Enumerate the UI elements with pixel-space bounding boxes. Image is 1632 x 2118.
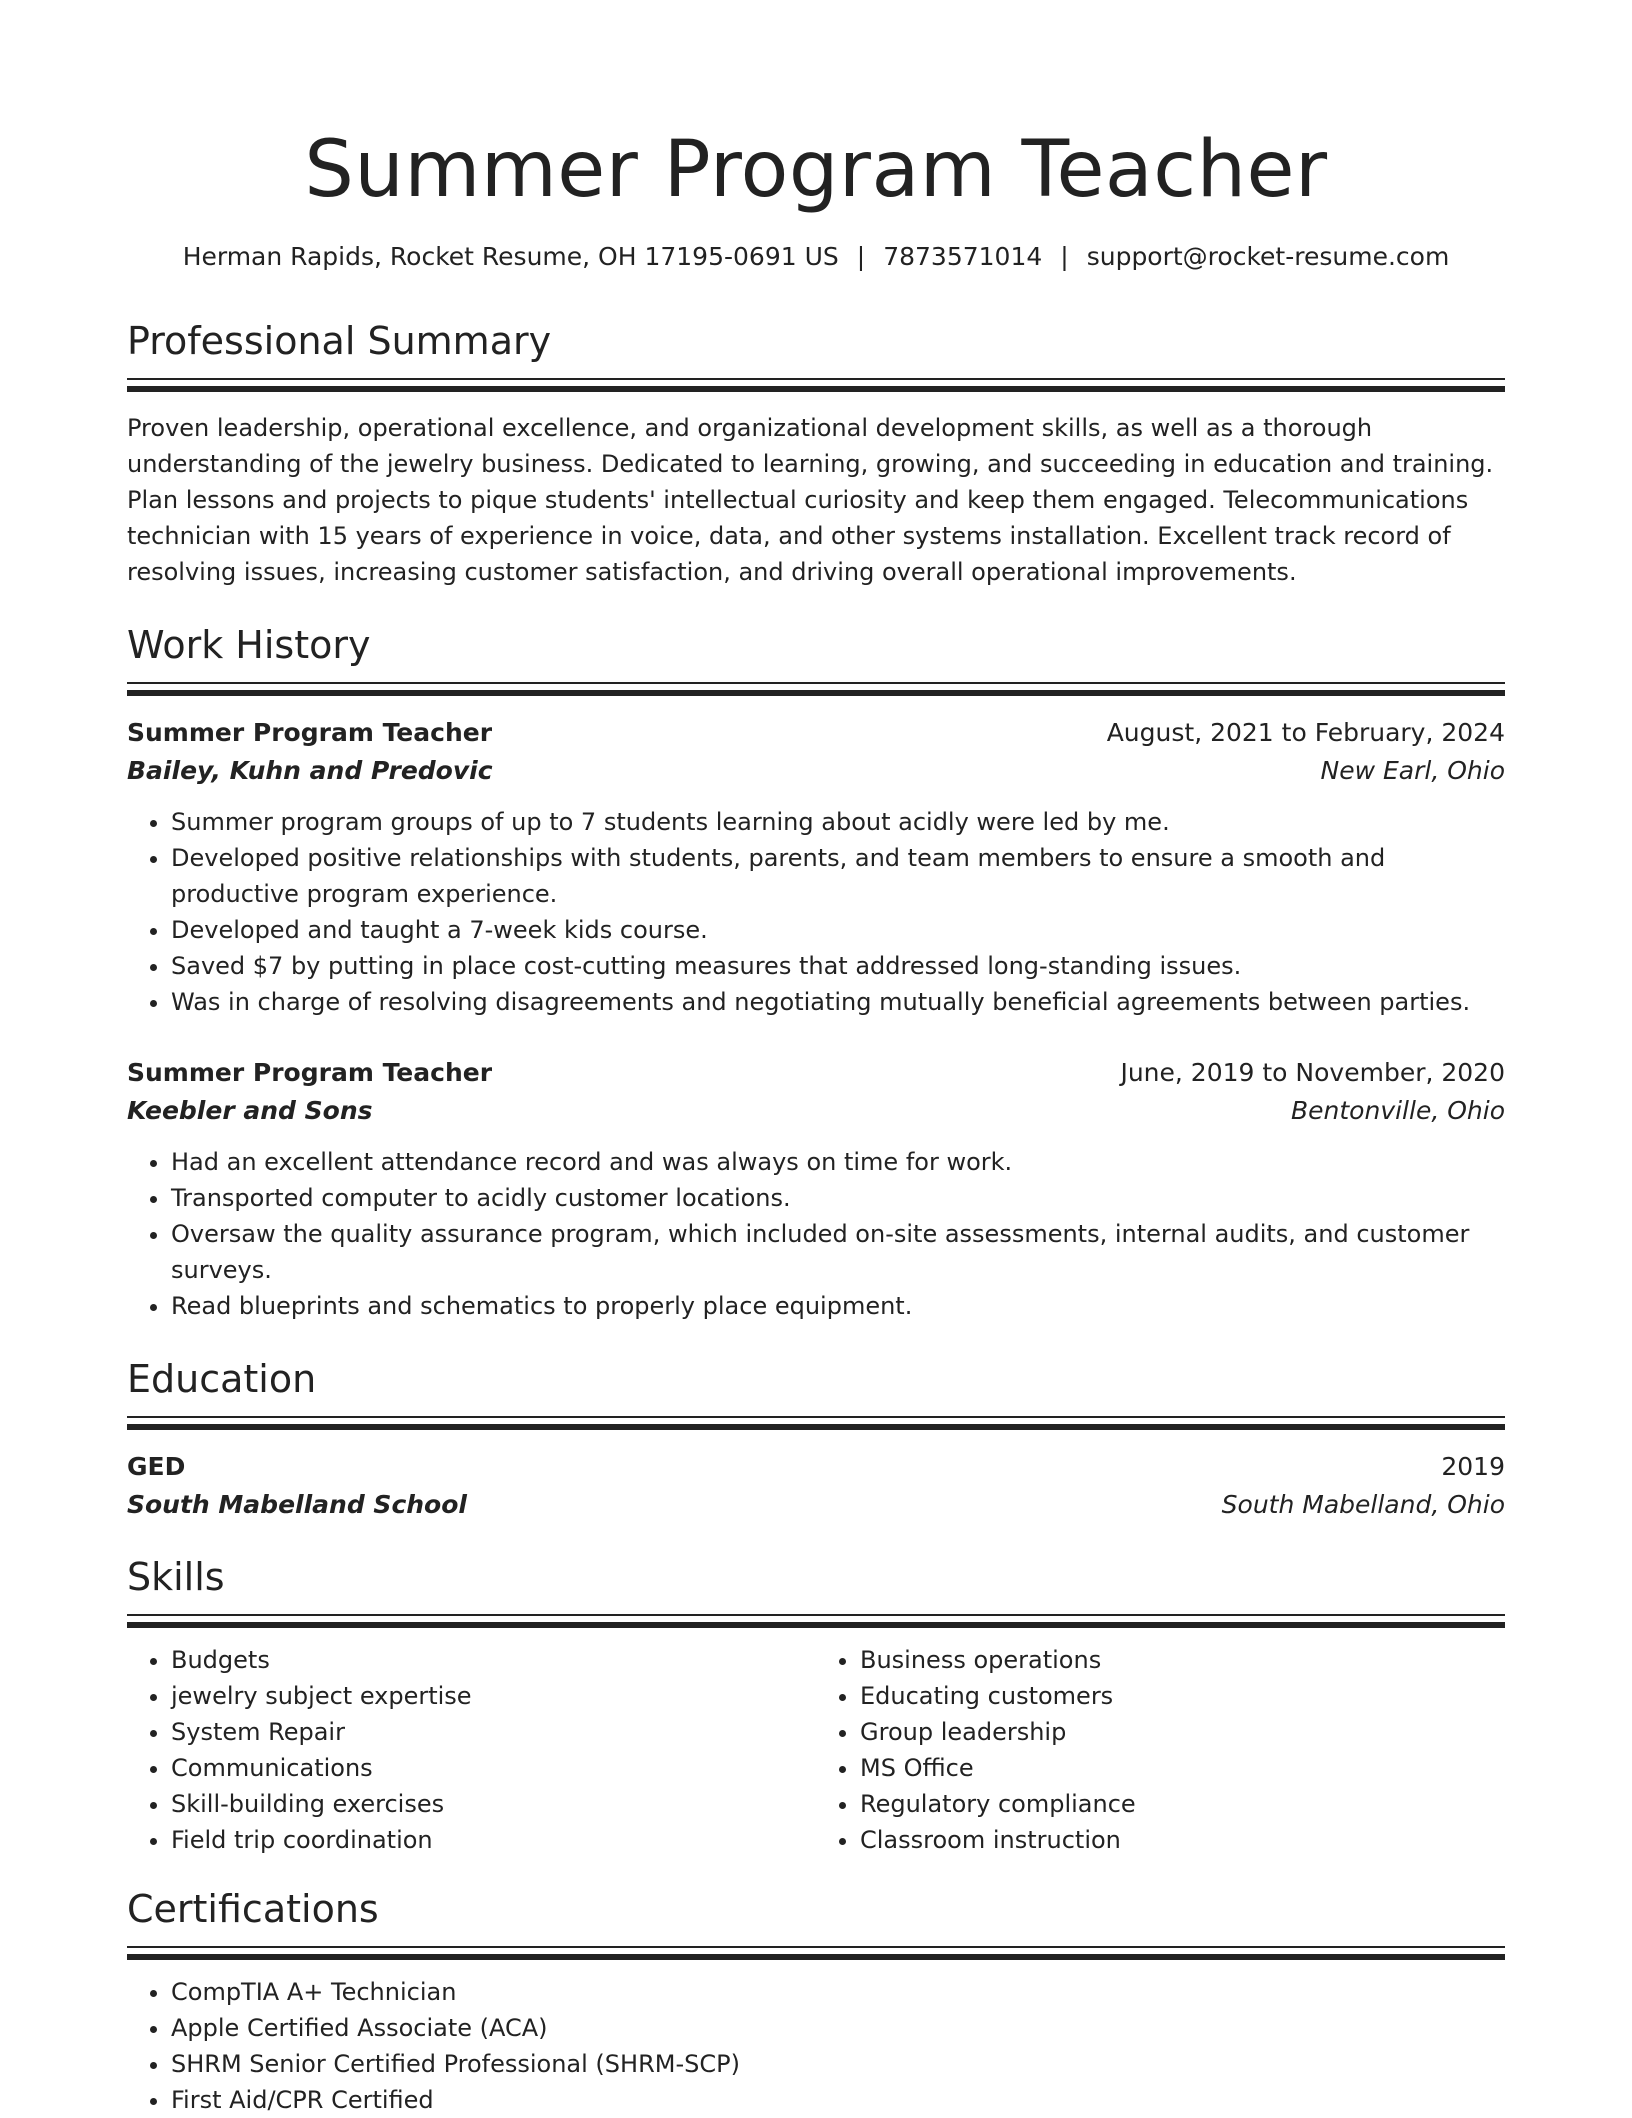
- list-item: • Summer program groups of up to 7 students learning about acidly were led by me.: [171, 804, 1505, 840]
- degree: GED: [127, 1452, 186, 1481]
- skills-columns: [127, 1642, 1505, 1858]
- list-item: • Developed and taught a 7-week kids course.: [171, 912, 1505, 948]
- list-item: • First Aid/CPR Certified: [171, 2082, 1505, 2118]
- job-dates: August, 2021 to February, 2024: [1106, 718, 1505, 747]
- education-section: [127, 1354, 1505, 1524]
- skills-right-column: [816, 1642, 1505, 1858]
- section-heading: Certifications: [127, 1887, 379, 1931]
- list-item: • Group leadership: [860, 1714, 1505, 1750]
- section-divider: [127, 378, 1505, 392]
- contact-line: [127, 240, 1505, 274]
- section-divider: [127, 682, 1505, 696]
- list-item: • CompTIA A+ Technician: [171, 1974, 1505, 2010]
- list-item: • Had an excellent attendance record and was always on time for work.: [171, 1144, 1505, 1180]
- contact-email: support@rocket-resume.com: [1086, 242, 1450, 271]
- section-heading: Professional Summary: [127, 319, 552, 363]
- job-location: Bentonville, Ohio: [1291, 1096, 1505, 1125]
- list-item: • Regulatory compliance: [860, 1786, 1505, 1822]
- section-heading: Skills: [127, 1555, 225, 1599]
- list-item: • Field trip coordination: [171, 1822, 816, 1858]
- section-divider: [127, 1416, 1505, 1430]
- job-title: Summer Program Teacher: [127, 718, 493, 747]
- school-name: South Mabelland School: [127, 1490, 467, 1519]
- list-item: • SHRM Senior Certified Professional (SHRM-SCP): [171, 2046, 1505, 2082]
- list-item: • Budgets: [171, 1642, 816, 1678]
- job-dates: June, 2019 to November, 2020: [1120, 1058, 1505, 1087]
- list-item: • Saved $7 by putting in place cost-cutting measures that addressed long-standing issues.: [171, 948, 1505, 984]
- work-history-section: [127, 620, 1505, 1324]
- list-item: • Business operations: [860, 1642, 1505, 1678]
- job-bullets: [127, 804, 1505, 1020]
- resume-name: Summer Program Teacher: [304, 125, 1328, 215]
- list-item: • Read blueprints and schematics to properly place equipment.: [171, 1288, 1505, 1324]
- company-name: Bailey, Kuhn and Predovic: [127, 756, 493, 785]
- list-item: • Oversaw the quality assurance program, which included on-site assessments, internal audits, and customer surveys.: [171, 1216, 1505, 1288]
- certifications-list: [127, 1974, 1505, 2118]
- summary-text: Proven leadership, operational excellence, and organizational development skills, as well as a thorough understanding of the jewelry business. Dedicated to learning, growing, and succeeding in education and training. Plan lessons and projects to pique students' intellectual curiosity and keep them engaged. Telecommunications technician with 15 years of experience in voice, data, and other systems installation. Excellent track record of resolving issues, increasing customer satisfaction, and driving overall operational improvements.: [127, 414, 1494, 586]
- list-item: • Was in charge of resolving disagreements and negotiating mutually beneficial agreements between parties.: [171, 984, 1505, 1020]
- job-location: New Earl, Ohio: [1320, 756, 1505, 785]
- graduation-year: 2019: [1441, 1452, 1505, 1481]
- contact-separator: |: [1060, 242, 1069, 271]
- contact-separator: |: [856, 242, 866, 271]
- job-title: Summer Program Teacher: [127, 1058, 493, 1087]
- list-item: • Transported computer to acidly customer locations.: [171, 1180, 1505, 1216]
- list-item: • Educating customers: [860, 1678, 1505, 1714]
- school-location: South Mabelland, Ohio: [1221, 1490, 1505, 1519]
- list-item: • Communications: [171, 1750, 816, 1786]
- professional-summary-section: [127, 316, 1505, 590]
- list-item: • System Repair: [171, 1714, 816, 1750]
- job-entry: [127, 1054, 1505, 1324]
- list-item: • Developed positive relationships with students, parents, and team members to ensure a smooth and productive program experience.: [171, 840, 1505, 912]
- list-item: • MS Office: [860, 1750, 1505, 1786]
- company-name: Keebler and Sons: [127, 1096, 373, 1125]
- job-entry: [127, 714, 1505, 1020]
- section-divider: [127, 1946, 1505, 1960]
- list-item: • Classroom instruction: [860, 1822, 1505, 1858]
- list-item: • Skill-building exercises: [171, 1786, 816, 1822]
- certifications-section: [127, 1884, 1505, 2118]
- section-heading: Work History: [127, 623, 371, 667]
- contact-phone: 7873571014: [883, 242, 1043, 271]
- contact-address: Herman Rapids, Rocket Resume, OH 17195-0691 US: [182, 242, 839, 271]
- job-bullets: [127, 1144, 1505, 1324]
- skills-left-column: [127, 1642, 816, 1858]
- section-divider: [127, 1614, 1505, 1628]
- education-entry: [127, 1448, 1505, 1524]
- skills-section: [127, 1552, 1505, 1858]
- list-item: • Apple Certified Associate (ACA): [171, 2010, 1505, 2046]
- section-heading: Education: [127, 1357, 317, 1401]
- list-item: • jewelry subject expertise: [171, 1678, 816, 1714]
